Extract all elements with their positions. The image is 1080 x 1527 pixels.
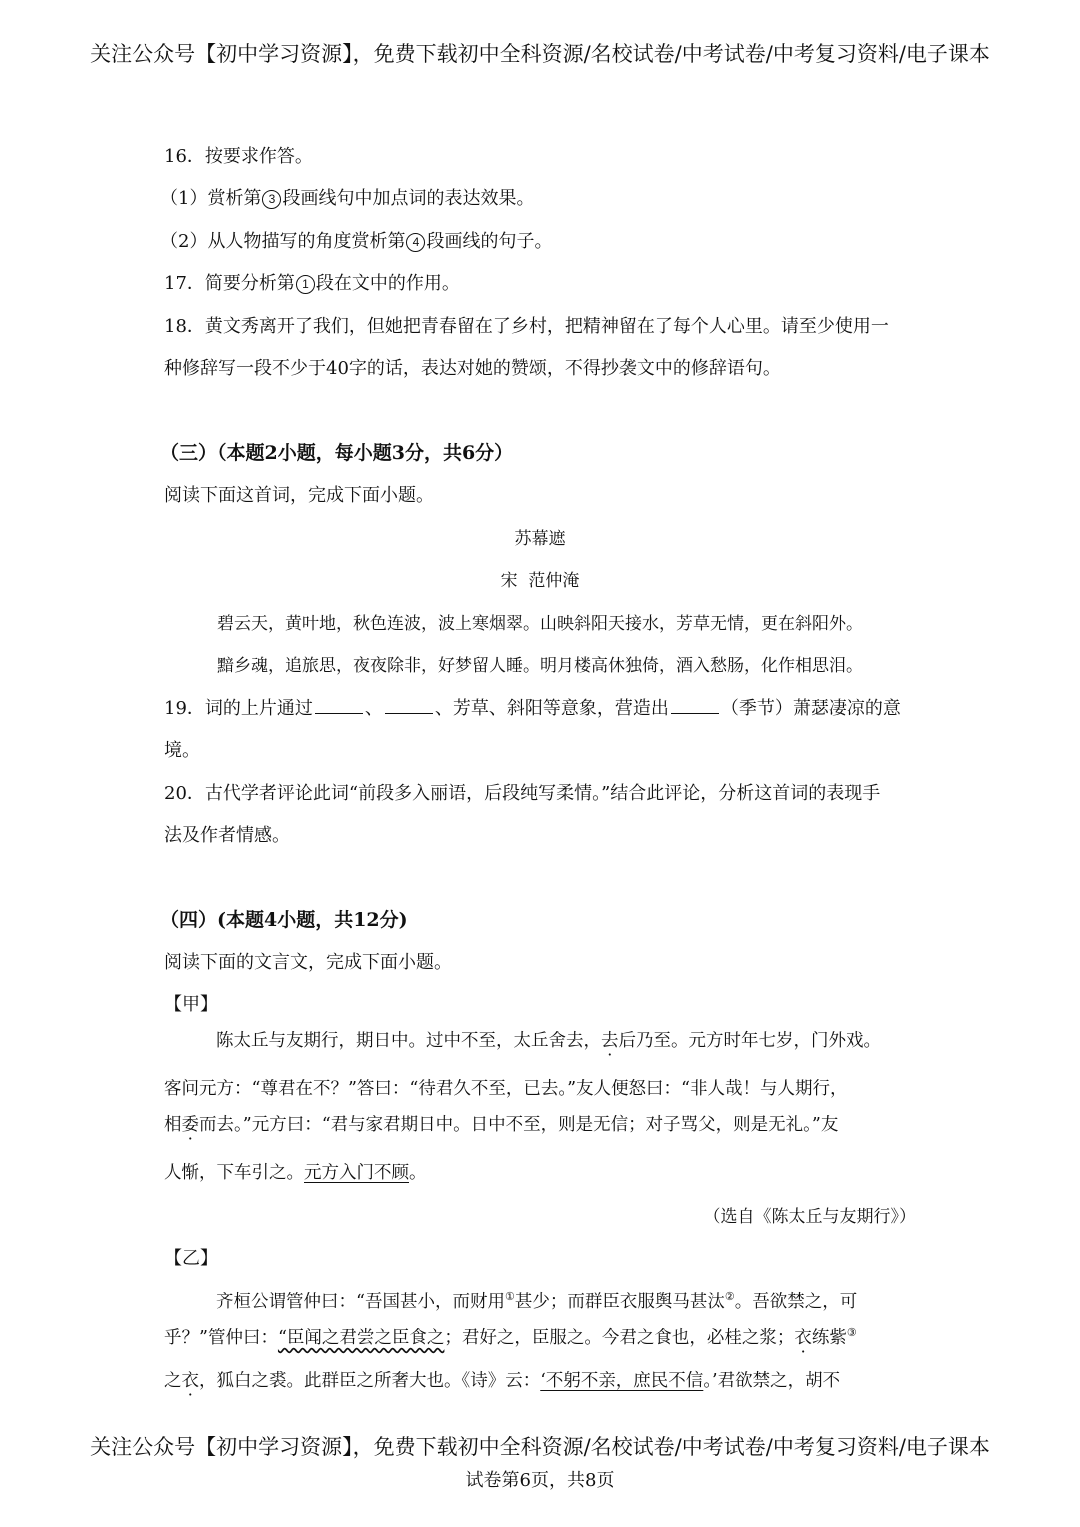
poem-author: 宋 范仲淹 [500,571,580,591]
q16-title: 16．按要求作答。 [164,146,313,167]
q16-part2: （2）从人物描写的角度赏析第 4 段画线的句子。 [160,231,553,252]
footnote-mark: ① [504,1290,515,1304]
section3-heading: （三）（本题2小题，每小题3分，共6分） [160,442,514,464]
q18-line2: 种修辞写一段不少于40字的话，表达对她的赞颂，不得抄袭文中的修辞语句。 [164,358,781,379]
dotted-char: 衣 [794,1328,812,1348]
poem-title: 苏幕遮 [514,529,566,549]
q16-part1: （1）赏析第 3 段画线句中加点词的表达效果。 [160,188,535,209]
page-number-footer: 试卷第6页，共8页 [465,1470,615,1491]
jia-line2: 客问元方：“尊君在不？”答曰：“待君久不至，已去。”友人便怒曰：“非人哉！与人期行， [164,1079,848,1099]
jia-line3: 相委而去。”元方曰：“君与家君期日中。日中不至，则是无信；对子骂父，则是无礼。”友 [164,1115,839,1135]
section4-intro: 阅读下面的文言文，完成下面小题。 [164,952,452,973]
underlined-sentence: 元方入门不顾 [304,1163,409,1183]
passage-jia-label: 【甲】 [164,994,218,1015]
top-banner: 关注公众号【初中学习资源】，免费下载初中全科资源/名校试卷/中考试卷/中考复习资料/电子课本 [90,42,990,66]
circled-number-4: 4 [406,233,425,252]
section3-intro: 阅读下面这首词，完成下面小题。 [164,485,434,506]
underlined-sentence: “臣闻之君尝之臣食之 [277,1328,445,1348]
q18-line1: 18．黄文秀离开了我们，但她把青春留在了乡村，把精神留在了每个人心里。请至少使用一 [164,316,889,337]
q19-blank-2[interactable] [385,695,433,714]
q19-line1: 19．词的上片通过 、 、芳草、斜阳等意象，营造出 （季节）萧瑟凄凉的意 [164,694,901,720]
jia-source: （选自《陈太丘与友期行》） [703,1207,916,1227]
jia-line4: 人惭，下车引之。元方入门不顾。 [164,1163,427,1183]
q20-line1: 20．古代学者评论此词“前段多入丽语，后段纯写柔情。”结合此评论，分析这首词的表现手 [164,783,881,804]
yi-line1: 齐桓公谓管仲曰：“吾国甚小，而财用①甚少；而群臣衣服舆马甚汰②。吾欲禁之，可 [216,1290,858,1312]
q19-line2: 境。 [164,740,200,761]
section4-heading: （四）(本题4小题，共12分) [160,909,408,931]
q19-blank-3[interactable] [671,695,719,714]
q19-blank-1[interactable] [315,695,363,714]
circled-number-1: 1 [296,275,315,294]
dotted-char: 去 [601,1031,619,1051]
jia-line1: 陈太丘与友期行，期日中。过中不至，太丘舍去，去后乃至。元方时年七岁，门外戏。 [216,1031,881,1051]
yi-line2: 乎？”管仲曰：“臣闻之君尝之臣食之；君好之，臣服之。今君之食也，必桂之浆；衣练紫③ [164,1326,857,1348]
q17: 17．简要分析第 1 段在文中的作用。 [164,273,460,294]
footnote-mark: ③ [846,1326,857,1340]
q20-line2: 法及作者情感。 [164,825,290,846]
poem-line2: 黯乡魂，追旅思，夜夜除非，好梦留人睡。明月楼高休独倚，酒入愁肠，化作相思泪。 [217,656,863,676]
circled-number-3: 3 [262,190,281,209]
footnote-mark: ② [724,1290,735,1304]
poem-line1: 碧云天，黄叶地，秋色连波，波上寒烟翠。山映斜阳天接水，芳草无情，更在斜阳外。 [217,614,863,634]
yi-line3: 之衣，狐白之裘。此群臣之所奢大也。《诗》云：‘不躬不亲，庶民不信。’君欲禁之，胡不 [164,1371,841,1391]
passage-yi-label: 【乙】 [164,1248,218,1269]
bottom-banner: 关注公众号【初中学习资源】，免费下载初中全科资源/名校试卷/中考试卷/中考复习资料/电子课本 [90,1435,990,1459]
dotted-char: 委 [181,1115,199,1135]
dotted-char: 衣 [181,1371,199,1391]
underlined-sentence: ‘不躬不亲，庶民不信 [540,1371,704,1391]
